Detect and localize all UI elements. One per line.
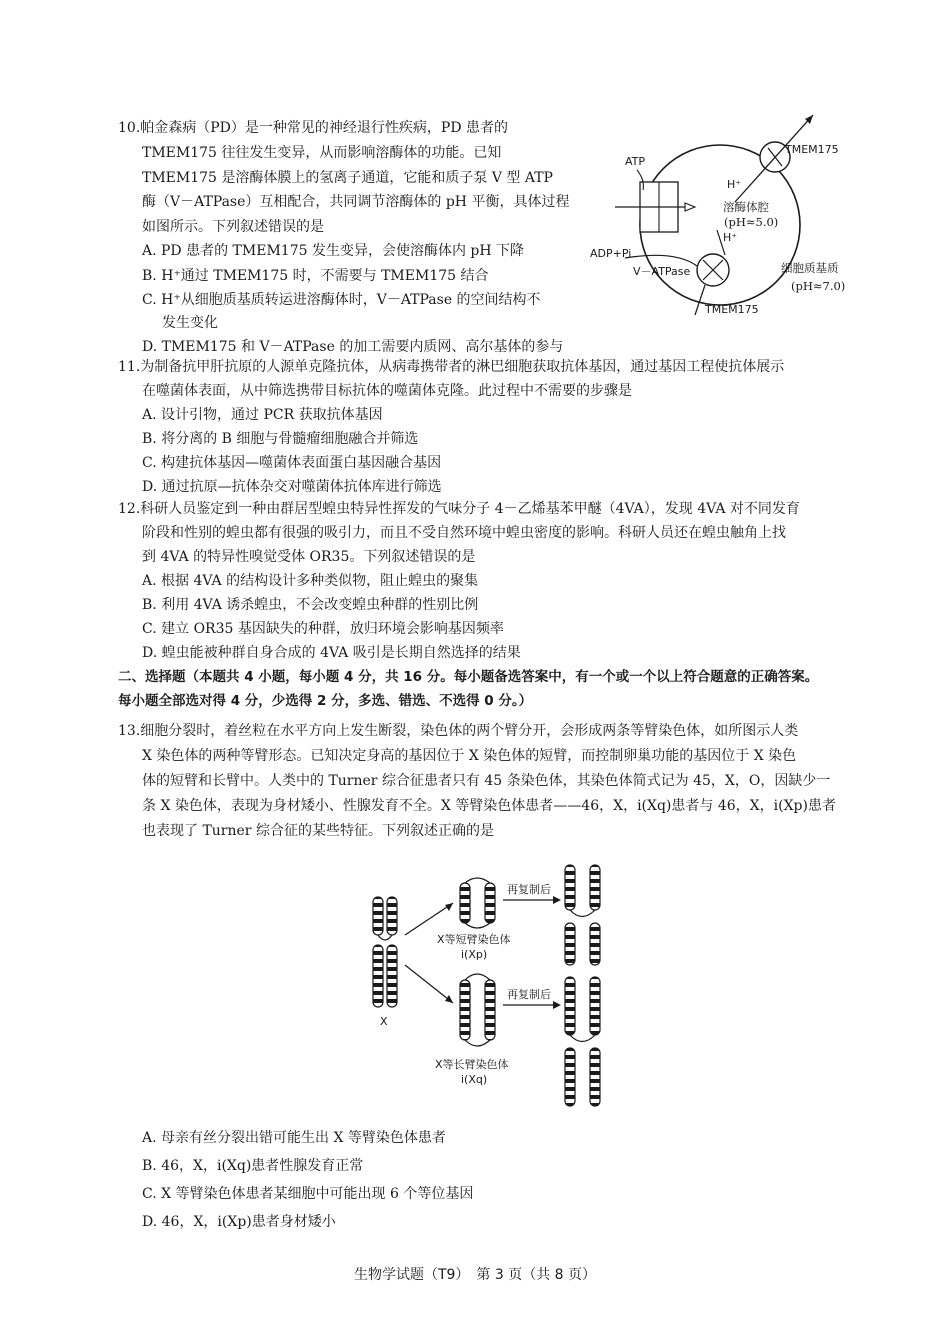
q10-stem-line: TMEM175 是溶酶体膜上的氢离子通道，它能和质子泵 V 型 ATP: [142, 170, 553, 186]
q10-stem-line: 如图所示。下列叙述错误的是: [142, 219, 324, 235]
q11-option-d: D. 通过抗原—抗体杂交对噬菌体抗体库进行筛选: [142, 479, 442, 495]
q13-stem-line: 体的短臂和长臂中。人类中的 Turner 综合征患者只有 45 条染色体，其染色体简式记为 45，X，O，因缺少一: [142, 773, 831, 789]
adp-pi-label: ADP+Pi: [590, 247, 632, 260]
tmem175-top-label: TMEM175: [785, 143, 839, 156]
long-arm-code: i(Xq): [461, 1073, 488, 1086]
replicate-bottom-label: 再复制后: [507, 988, 551, 1001]
tmem175-bottom-label: TMEM175: [705, 303, 759, 316]
replicated-long-arm: [565, 977, 600, 1106]
q12-stem-line: 到 4VA 的特异性嗅觉受体 OR35。下列叙述错误的是: [142, 549, 476, 565]
q13-stem-line: X 染色体的两种等臂形态。已知决定身高的基因位于 X 染色体的短臂，而控制卵巢功能的基因位于 X 染色: [142, 748, 797, 764]
long-arm-label: X等长臂染色体: [435, 1058, 509, 1071]
q13-option-c: C. X 等臂染色体患者某细胞中可能出现 6 个等位基因: [142, 1186, 474, 1202]
q10-option-c: C. H⁺从细胞质基质转运进溶酶体时，V－ATPase 的空间结构不: [142, 292, 541, 308]
replicated-short-arm: [565, 865, 600, 965]
section-2-line: 每小题全部选对得 4 分，少选得 2 分，多选、错选、不选得 0 分。）: [118, 693, 533, 709]
q13-stem-line: 13.细胞分裂时，着丝粒在水平方向上发生断裂，染色体的两个臂分开，会形成两条等臂染色体，如所图示人类: [118, 723, 799, 739]
q12-stem-line: 阶段和性别的蝗虫都有很强的吸引力，而且不受自然环境中蝗虫密度的影响。科研人员还在蝗虫触角上找: [142, 525, 786, 541]
lysosome-lumen-label: 溶酶体腔: [723, 200, 769, 214]
q12-option-d: D. 蝗虫能被种群自身合成的 4VA 吸引是长期自然选择的结果: [142, 645, 521, 661]
q11-stem-line: 在噬菌体表面，从中筛选携带目标抗体的噬菌体克隆。此过程中不需要的步骤是: [142, 383, 632, 399]
atp-label: ATP: [625, 155, 646, 168]
q13-stem-line: 也表现了 Turner 综合征的某些特征。下列叙述正确的是: [142, 823, 494, 839]
q10-stem-line: 10.帕金森病（PD）是一种常见的神经退行性疾病，PD 患者的: [118, 120, 509, 136]
cytosol-label: 细胞质基质: [781, 261, 839, 275]
h-plus-top: H⁺: [727, 178, 742, 191]
q10-option-d: D. TMEM175 和 V－ATPase 的加工需要内质网、高尔基体的参与: [142, 339, 564, 355]
q11-option-c: C. 构建抗体基因—噬菌体表面蛋白基因融合基因: [142, 455, 442, 471]
q12-option-a: A. 根据 4VA 的结构设计多种类似物，阻止蝗虫的聚集: [142, 573, 479, 589]
q10-stem-line: 酶（V－ATPase）互相配合，共同调节溶酶体的 pH 平衡，具体过程: [142, 194, 570, 210]
page-footer: 生物学试题（T9） 第 3 页（共 8 页）: [353, 1267, 597, 1283]
short-arm-code: i(Xp): [461, 948, 488, 961]
x-label: X: [380, 1015, 388, 1028]
q11-option-b: B. 将分离的 B 细胞与骨髓瘤细胞融合并筛选: [142, 431, 419, 447]
q13-option-a: A. 母亲有丝分裂出错可能生出 X 等臂染色体患者: [142, 1130, 446, 1146]
q13-stem-line: 条 X 染色体，表现为身材矮小、性腺发育不全。X 等臂染色体患者——46，X，i(Xq)患者与 46，X，i(Xp)患者: [142, 798, 836, 814]
h-plus-bottom: H⁺: [723, 231, 738, 244]
v-atpase-label: V－ATPase: [633, 265, 691, 278]
q10-option-b: B. H⁺通过 TMEM175 时，不需要与 TMEM175 结合: [142, 268, 489, 284]
q10-stem-line: TMEM175 往往发生变异，从而影响溶酶体的功能。已知: [142, 145, 502, 161]
replicate-top-label: 再复制后: [507, 883, 551, 896]
isochromosome-long-arm: [460, 974, 495, 1046]
q12-option-b: B. 利用 4VA 诱杀蝗虫，不会改变蝗虫种群的性别比例: [142, 597, 479, 613]
chromosome-diagram: [365, 855, 625, 1115]
q12-option-c: C. 建立 OR35 基因缺失的种群，放归环境会影响基因频率: [142, 621, 504, 637]
q11-option-a: A. 设计引物，通过 PCR 获取抗体基因: [142, 407, 383, 423]
q11-stem-line: 11.为制备抗甲肝抗原的人源单克隆抗体，从病毒携带者的淋巴细胞获取抗体基因，通过基因工程使抗体展示: [118, 359, 785, 375]
q12-stem-line: 12.科研人员鉴定到一种由群居型蝗虫特异性挥发的气味分子 4－乙烯基苯甲醚（4VA），发现 4VA 对不同发育: [118, 501, 800, 517]
q10-option-c-cont: 发生变化: [162, 315, 218, 331]
q10-option-a: A. PD 患者的 TMEM175 发生变异，会使溶酶体内 pH 下降: [142, 243, 525, 259]
lysosome-ph-label: (pH≈5.0): [724, 215, 779, 229]
section-2-line: 二、选择题（本题共 4 小题，每小题 4 分，共 16 分。每小题备选答案中，有一个或一个以上符合题意的正确答案。: [118, 669, 819, 685]
short-arm-label: X等短臂染色体: [437, 933, 511, 946]
isochromosome-short-arm: [460, 878, 495, 928]
cytosol-ph-label: (pH≈7.0): [791, 279, 846, 293]
q13-option-b: B. 46，X，i(Xq)患者性腺发育正常: [142, 1158, 364, 1174]
x-chromosome: [373, 897, 397, 1007]
tmem175-top-channel: [735, 115, 813, 202]
q13-option-d: D. 46，X，i(Xp)患者身材矮小: [142, 1214, 336, 1230]
lysosome-diagram: [585, 110, 875, 330]
